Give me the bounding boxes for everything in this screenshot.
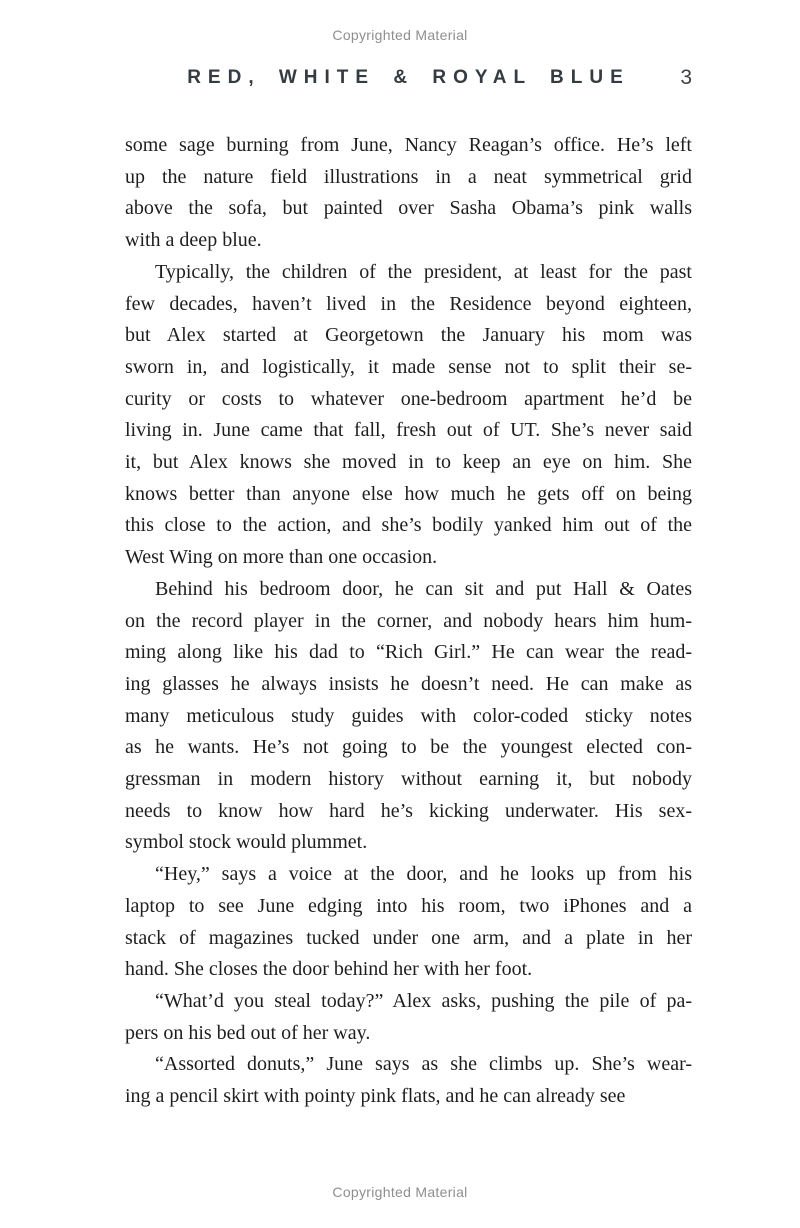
text-line: “Assorted donuts,” June says as she climbs up. She’s wear- <box>155 1053 692 1076</box>
text-line: some sage burning from June, Nancy Reagan’s office. He’s left <box>125 134 692 156</box>
text-line: Typically, the children of the president, at least for the past <box>155 260 692 283</box>
text-line: Behind his bedroom door, he can sit and put Hall & Oates <box>155 577 692 600</box>
text-line: ing a pencil skirt with pointy pink flats, and he can already see <box>125 1085 626 1108</box>
page-number: 3 <box>680 66 692 89</box>
text-line: knows better than anyone else how much he gets off on being <box>125 482 692 505</box>
text-line: up the nature field illustrations in a neat symmetrical grid <box>125 165 692 188</box>
copyright-notice-top: Copyrighted Material <box>332 27 468 43</box>
text-line: ing glasses he always insists he doesn’t need. He can make as <box>125 672 692 695</box>
text-line: pers on his bed out of her way. <box>125 1021 371 1044</box>
text-line: hand. She closes the door behind her with her foot. <box>125 958 533 981</box>
paragraph <box>125 130 692 257</box>
text-line: laptop to see June edging into his room, two iPhones and a <box>125 894 692 917</box>
text-line: gressman in modern history without earning it, but nobody <box>125 768 692 791</box>
text-line: living in. June came that fall, fresh out of UT. She’s never said <box>125 419 692 442</box>
text-line: on the record player in the corner, and nobody hears him hum- <box>125 609 692 632</box>
paragraph <box>125 859 692 986</box>
running-head <box>125 67 692 91</box>
text-line: it, but Alex knows she moved in to keep an eye on him. She <box>125 451 692 474</box>
text-line: as he wants. He’s not going to be the youngest elected con- <box>125 736 692 759</box>
text-line: but Alex started at Georgetown the January his mom was <box>125 324 692 347</box>
text-line: stack of magazines tucked under one arm, and a plate in her <box>125 926 692 949</box>
text-line: curity or costs to whatever one-bedroom apartment he’d be <box>125 387 692 410</box>
paragraph <box>125 257 692 574</box>
paragraph <box>125 574 692 859</box>
text-line: above the sofa, but painted over Sasha Obama’s pink walls <box>125 197 692 220</box>
text-line: “Hey,” says a voice at the door, and he looks up from his <box>155 863 692 886</box>
running-head-title: RED, WHITE & ROYAL BLUE <box>187 67 630 88</box>
copyright-notice-bottom: Copyrighted Material <box>332 1184 468 1200</box>
text-line: this close to the action, and she’s bodily yanked him out of the <box>125 514 692 537</box>
text-line: ming along like his dad to “Rich Girl.” He can wear the read- <box>125 641 692 664</box>
paragraph <box>125 986 692 1049</box>
paragraph <box>125 1049 692 1112</box>
text-line: sworn in, and logistically, it made sense not to split their se- <box>125 355 692 378</box>
text-line: few decades, haven’t lived in the Residence beyond eighteen, <box>125 292 692 315</box>
text-line: needs to know how hard he’s kicking underwater. His sex- <box>125 799 692 822</box>
text-line: West Wing on more than one occasion. <box>125 546 438 569</box>
text-line: with a deep blue. <box>125 229 262 252</box>
text-line: many meticulous study guides with color-coded sticky notes <box>125 704 692 727</box>
text-line: “What’d you steal today?” Alex asks, pushing the pile of pa- <box>155 989 692 1012</box>
body-text <box>125 130 692 1113</box>
text-line: symbol stock would plummet. <box>125 831 368 854</box>
